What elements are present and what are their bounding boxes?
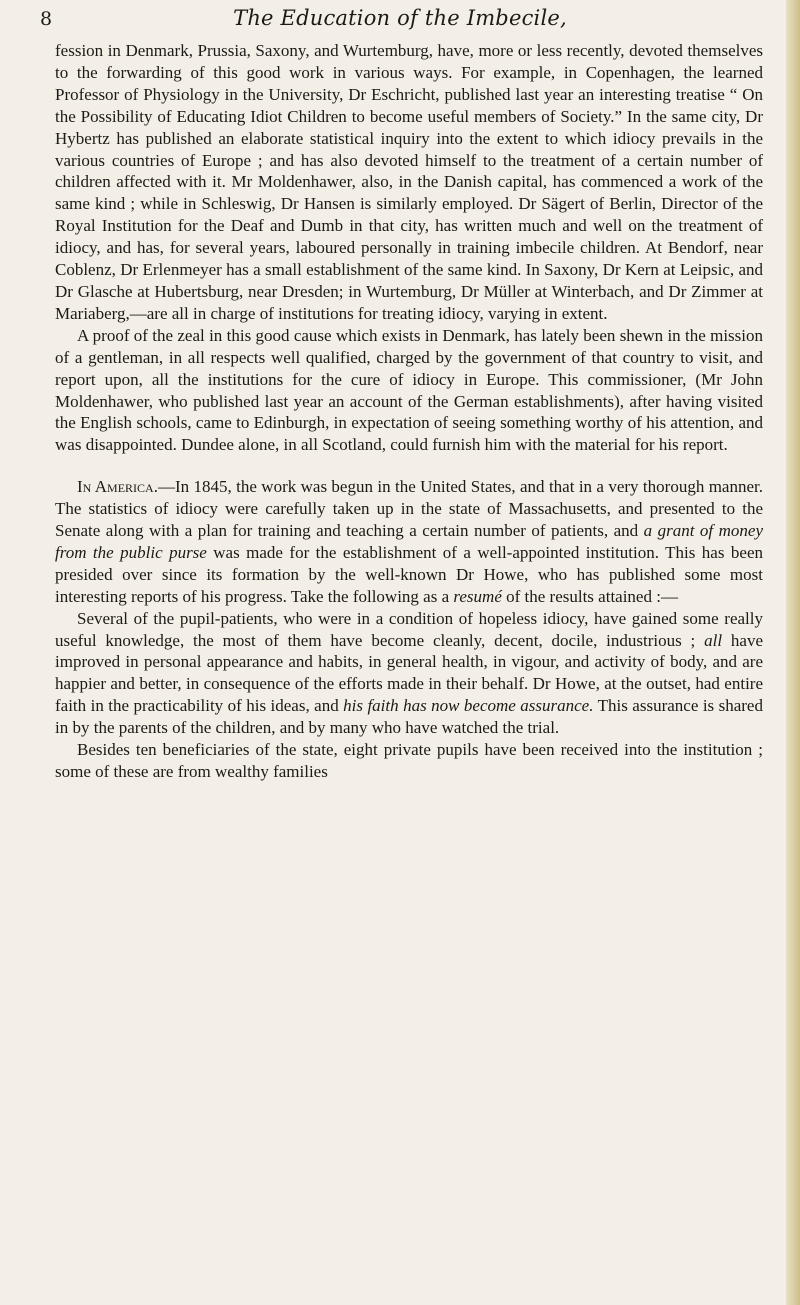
paragraph-results-mid: have improved in personal appearance and habits, in general health, in vigour, and activity of body, and are happier and better, in consequence of the efforts made in their behalf. Dr Howe, at the outset, had entire faith in the practicability of his ideas, and	[55, 630, 764, 716]
paragraph-america-tail: was made for the establishment of a well-appointed institution. This has been presided over since its formation by the well-known Dr Howe, who has published some most interesting reports of his progress. Take the following as a	[55, 542, 763, 606]
paragraph-denmark-germany: fession in Denmark, Prussia, Saxony, and Wurtemburg, have, more or less recently, devoted themselves to the forwarding of this good work in various ways. For example, in Copenhagen, the learned Professor of Physiology in the University, Dr Eschricht, published last year an interesting treatise “ On the Possibility of Educating Idiot Children to become useful members of Society.” In the same city, Dr Hybertz has published an elaborate statistical inquiry into the extent to which idiocy prevails in the various countries of Europe ; and has also devoted himself to the treatment of a certain number of children affected with it. Mr Moldenhawer, also, in the Danish capital, has commenced a work of the same kind ; while in Schleswig, Dr Hansen is similarly employed. Dr Sägert of Berlin, Director of the Royal Institution for the Deaf and Dumb in that city, has written much and well on the treatment of idiocy, and has, for several years, laboured personally in training imbecile children. At Bendorf, near Coblenz, Dr Erlenmeyer has a small establishment of the same kind. In Saxony, Dr Kern at Leipsic, and Dr Glasche at Hubertsburg, near Dresden; in Wurtemburg, Dr Müller at Winterbach, and Dr Zimmer at Mariaberg,—are all in charge of institutions for treating idiocy, varying in extent.	[55, 41, 763, 323]
italic-grant-phrase: a grant of money from the public purse	[55, 521, 763, 562]
paragraph-america	[55, 476, 763, 607]
paragraph-moldenhawer-mission: A proof of the zeal in this good cause which exists in Denmark, has lately been shewn in the mission of a gentleman, in all respects well qualified, charged by the government of that country to visit, and report upon, all the institutions for the cure of idiocy in Europe. This commissioner, (Mr John Moldenhawer, who published last year an account of the German establishments), after having visited the English schools, came to Edinburgh, in expectation of seeing something worthy of his attention, and was disappointed. Dundee alone, in all Scotland, could furnish him with the material for his report.	[55, 325, 763, 455]
page-number: 8	[40, 8, 53, 30]
paragraph-results	[55, 608, 763, 739]
body-text	[55, 40, 763, 783]
page-edge	[786, 0, 800, 1305]
paragraph-beneficiaries: Besides ten beneficiaries of the state, eight private pupils have been received into the institution ; some of these are from wealthy families	[55, 740, 763, 781]
italic-all: all	[704, 630, 723, 650]
italic-resume: resumé	[453, 586, 502, 606]
paragraph-america-end: of the results attained :—	[501, 586, 678, 606]
paragraph-america-body: —In 1845, the work was begun in the United States, and that in a very thorough manner. The statistics of idiocy were carefully taken up in the state of Massachusetts, and presented to the Senate along with a plan for training and teaching a certain number of patients, and	[55, 477, 763, 541]
paragraph-results-start: Several of the pupil-patients, who were in a condition of hopeless idiocy, have gained some really useful knowledge, the most of them have become cleanly, decent, docile, industrious ;	[55, 608, 763, 650]
italic-faith-assurance: his faith has now become assurance.	[343, 696, 594, 716]
section-heading-america: In America.	[77, 477, 158, 497]
running-title: The Education of the Imbecile,	[233, 6, 567, 30]
paragraph-results-end: This assurance is shared in by the parents of the children, and by many who have watched the trial.	[55, 696, 763, 738]
